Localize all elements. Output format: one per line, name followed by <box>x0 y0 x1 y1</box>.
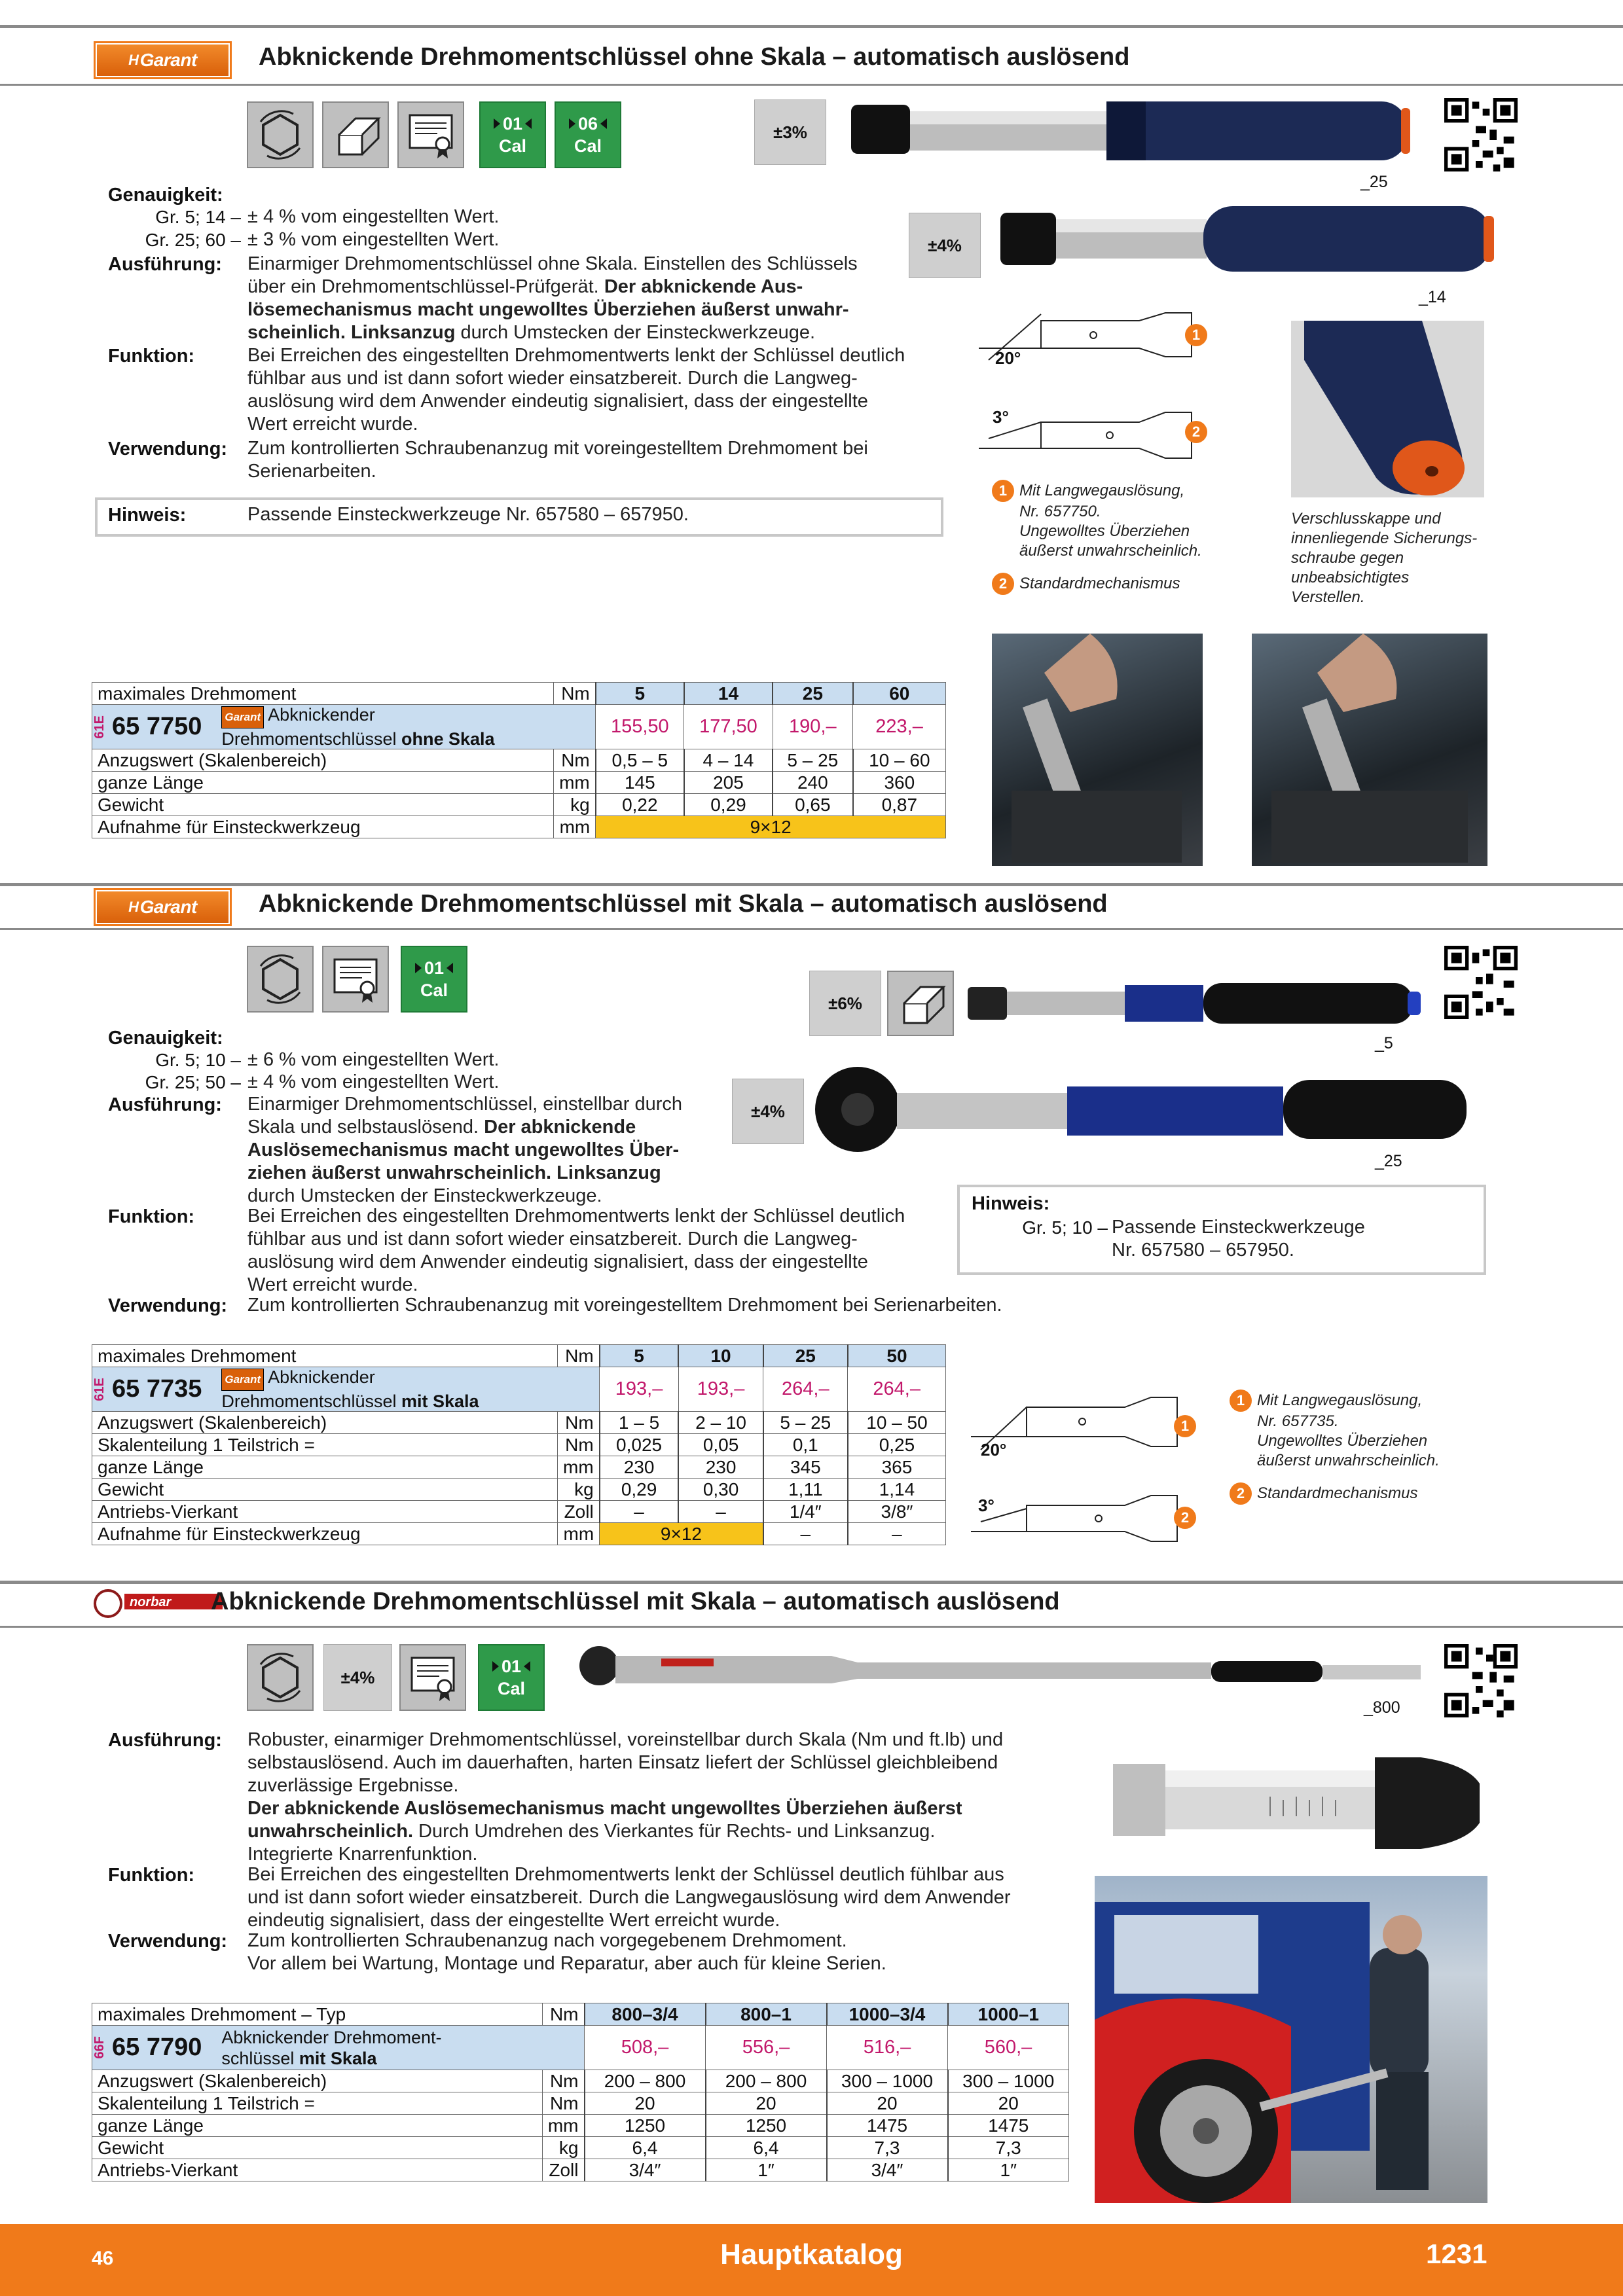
certificate-icon <box>322 946 389 1013</box>
catalog-page-number: 1231 <box>1426 2238 1487 2269</box>
accuracy-badge: ±4% <box>323 1644 392 1711</box>
caption-1: 1 Mit Langwegauslösung, Nr. 657735. Ungewolltes Überziehen äußerst unwahrscheinlich. <box>1230 1390 1518 1471</box>
accuracy-badge: ±6% <box>809 971 881 1036</box>
angle-label: 3° <box>993 407 1009 427</box>
size-label: _800 <box>1364 1698 1400 1717</box>
square-drive-icon <box>322 101 389 168</box>
label-ausfuehrung: Ausführung: <box>108 1730 222 1751</box>
angle-label: 20° <box>995 348 1021 368</box>
calibration-badge-01: 01 Cal <box>401 946 467 1013</box>
article-row[interactable]: 61E 65 7735 Garant Abknickender Drehmomentschlüssel mit Skala <box>92 1367 600 1412</box>
scale-closeup-image <box>1113 1744 1480 1856</box>
usage-photo <box>1252 634 1487 866</box>
page-footer <box>0 2224 1623 2296</box>
verwendung-text: Zum kontrollierten Schraubenanzug nach vorgegebenem Drehmoment. Vor allem bei Wartung, Montage und Reparatur, aber auch für kleine Serien. <box>247 1930 886 1974</box>
price[interactable]: 508,– <box>585 2026 706 2070</box>
gen-label-2: Gr. 25; 50 – <box>145 1072 241 1092</box>
calibration-badge-01: 01 Cal <box>479 101 546 168</box>
ausfuehrung-text: Einarmiger Drehmomentschlüssel ohne Skala. Einstellen des Schlüssels über ein Drehmomentschlüssel-Prüfgerät. Der abknickende Aus- lösemechanismus macht ungewolltes Überziehen äußerst unwahr- scheinlich. Linksanzug durch Umstecken der Einsteckwerkzeuge. <box>247 253 858 343</box>
label-hinweis: Hinweis: <box>972 1193 1050 1214</box>
gen-value-2: ± 3 % vom eingestellten Wert. <box>247 229 500 250</box>
spec-table: maximales Drehmoment Nm 5 14 25 60 61E 65 7750 Garant Abknickender Drehmomentschlüssel ohne Skala 155,50 177,50 190,– 223,– Anzugswert (Skalenbereich) Nm 0,5 – 5 4 – 14 5 – 25 10 – 60 ganze Länge mm 145 205 240 360 Gewicht kg 0,22 0,29 0,65 0,87 Aufnahme für Einsteckwerkzeug mm 9×12 <box>92 682 946 838</box>
accuracy-badge: ±4% <box>909 213 981 278</box>
page-number: 46 <box>92 2248 114 2269</box>
size-label: _5 <box>1375 1034 1393 1052</box>
section-divider <box>0 84 1623 86</box>
price[interactable]: 177,50 <box>684 705 773 749</box>
mechanism-diagram <box>976 308 1250 471</box>
marker-2: 2 <box>1174 1507 1196 1529</box>
hexagon-icon <box>247 1644 314 1711</box>
label-genauigkeit: Genauigkeit: <box>108 185 223 206</box>
spec-table: maximales Drehmoment – Typ Nm 800–3/4 800–1 1000–3/4 1000–1 66F 65 7790 Abknickender Drehmoment- schlüssel mit Skala 508,– 556,– 516,– 560,– Anzugswert (Skalenbereich) Nm 200 – 800 200 – 800 300 – 1000 300 – 1000 Skalenteilung 1 Teilstrich = Nm 20 20 20 20 ganze Länge mm 1250 1250 1475 1475 Gewicht kg 6,4 6,4 7,3 7,3 Antriebs-Vierkant Zoll 3/4″ 1″ 3/4″ 1″ <box>92 2003 1069 2181</box>
qr-code-icon[interactable] <box>1444 946 1518 1019</box>
label-genauigkeit: Genauigkeit: <box>108 1028 223 1049</box>
hinweis-text: Passende Einsteckwerkzeuge Nr. 657580 – 657950. <box>247 504 689 525</box>
size-label: _25 <box>1360 173 1388 191</box>
price[interactable]: 193,– <box>600 1367 679 1412</box>
gen-value-1: ± 4 % vom eingestellten Wert. <box>247 206 500 227</box>
size-label: _14 <box>1419 288 1446 306</box>
torque-wrench-image <box>962 975 1427 1031</box>
garant-logo: H Garant <box>96 43 230 77</box>
norbar-logo <box>92 1587 229 1620</box>
table-header: maximales Drehmoment – Typ <box>92 2003 543 2026</box>
certificate-icon <box>399 1644 466 1711</box>
section-divider <box>0 25 1623 28</box>
marker-1: 1 <box>1185 324 1207 346</box>
table-header: maximales Drehmoment <box>92 1345 558 1367</box>
section-divider <box>0 1581 1623 1584</box>
label-funktion: Funktion: <box>108 1865 195 1886</box>
gen-label-2: Gr. 25; 60 – <box>145 230 241 250</box>
catalog-title: Hauptkatalog <box>720 2238 903 2270</box>
funktion-text: Bei Erreichen des eingestellten Drehmomentwerts lenkt der Schlüssel deutlich fühlbar aus und ist dann sofort wieder einsatzbereit. Durch die Langweg- auslösung wird dem Anwender eindeutig signalisiert, dass der eingestellte Wert erreicht wurde. <box>247 1206 905 1295</box>
ausfuehrung-text: Robuster, einarmiger Drehmomentschlüssel, voreinstellbar durch Skala (Nm und ft.lb) und selbstauslösend. Auch im dauerhaften, harten Einsatz liefert der Schlüssel gleichbleibend zuverlässige Ergebnisse. Der abknickende Auslösemechanismus macht ungewolltes Überziehen äußerst unwahrscheinlich. Durch Umdrehen des Vierkantes für Rechts- und Linksanzug. Integrierte Knarrenfunktion. <box>247 1729 1004 1865</box>
table-header: maximales Drehmoment <box>92 683 554 705</box>
torque-wrench-image <box>570 1643 1427 1702</box>
caption-3: Verschlusskappe und innenliegende Sicherungs- schraube gegen unbeabsichtigtes Verstellen. <box>1291 510 1478 606</box>
article-row[interactable]: 61E 65 7750 Garant Abknickender Drehmomentschlüssel ohne Skala <box>92 705 596 749</box>
verwendung-text: Zum kontrollierten Schraubenanzug mit voreingestelltem Drehmoment bei Serienarbeiten. <box>247 1295 1002 1316</box>
label-verwendung: Verwendung: <box>108 1931 228 1952</box>
marker-1: 1 <box>1174 1415 1196 1437</box>
gen-value-1: ± 6 % vom eingestellten Wert. <box>247 1049 500 1070</box>
angle-label: 3° <box>978 1496 994 1515</box>
torque-wrench-image <box>994 196 1498 285</box>
price[interactable]: 560,– <box>948 2026 1069 2070</box>
section-divider <box>0 883 1623 886</box>
gen-value-2: ± 4 % vom eingestellten Wert. <box>247 1071 500 1092</box>
label-funktion: Funktion: <box>108 346 195 367</box>
accuracy-badge: ±4% <box>732 1079 804 1144</box>
section-title: Abknickende Drehmomentschlüssel mit Skala – automatisch auslösend <box>259 890 1108 918</box>
funktion-text: Bei Erreichen des eingestellten Drehmomentwerts lenkt der Schlüssel deutlich fühlbar aus und ist dann sofort wieder einsatzbereit. Durch die Langweg- auslösung wird dem Anwender eindeutig signalisiert, dass der eingestellte Wert erreicht wurde. <box>247 345 905 435</box>
label-verwendung: Verwendung: <box>108 1295 228 1316</box>
caption-2: 2 Standardmechanismus <box>992 573 1180 595</box>
label-ausfuehrung: Ausführung: <box>108 1094 222 1115</box>
calibration-badge-01: 01 Cal <box>478 1644 545 1711</box>
gen-label-1: Gr. 5; 14 – <box>155 207 241 227</box>
svg-text:norbar: norbar <box>130 1595 172 1609</box>
section-divider <box>0 1626 1623 1628</box>
spec-table: maximales Drehmoment Nm 5 10 25 50 61E 65 7735 Garant Abknickender Drehmomentschlüssel mit Skala 193,– 193,– 264,– 264,– Anzugswert (Skalenbereich) Nm 1 – 5 2 – 10 5 – 25 10 – 50 Skalenteilung 1 Teilstrich = Nm 0,025 0,05 0,1 0,25 ganze Länge mm 230 230 345 365 Gewicht kg 0,29 0,30 1,11 1,14 Antriebs-Vierkant Zoll – – 1/4″ 3/8″ Aufnahme für Einsteckwerkzeug mm 9×12 – – <box>92 1344 946 1545</box>
label-verwendung: Verwendung: <box>108 439 228 459</box>
accuracy-badge: ±3% <box>754 99 826 165</box>
gen-label-1: Gr. 5; 10 – <box>155 1050 241 1070</box>
cap-closeup-photo <box>1291 321 1484 497</box>
price[interactable]: 264,– <box>848 1367 946 1412</box>
ausfuehrung-text: Einarmiger Drehmomentschlüssel, einstellbar durch Skala und selbstauslösend. Der abknickende Auslösemechanismus macht ungewolltes Über- ziehen äußerst unwahrscheinlich. Linksanzug durch Umstecken der Einsteckwerkzeuge. <box>247 1094 683 1206</box>
certificate-icon <box>397 101 464 168</box>
square-drive-icon <box>887 971 954 1036</box>
price[interactable]: 155,50 <box>596 705 684 749</box>
label-funktion: Funktion: <box>108 1206 195 1227</box>
hexagon-icon <box>247 101 314 168</box>
usage-photo <box>992 634 1203 866</box>
verwendung-text: Zum kontrollierten Schraubenanzug mit voreingestelltem Drehmoment bei Serienarbeiten. <box>247 438 868 482</box>
torque-wrench-image <box>812 1060 1473 1158</box>
section-title: Abknickende Drehmomentschlüssel ohne Skala – automatisch auslösend <box>259 43 1130 71</box>
price[interactable]: 556,– <box>706 2026 827 2070</box>
caption-2: 2 Standardmechanismus <box>1230 1482 1417 1505</box>
price[interactable]: 190,– <box>773 705 853 749</box>
torque-wrench-image <box>845 92 1414 170</box>
size-label: _25 <box>1375 1152 1402 1170</box>
hinweis-gr: Gr. 5; 10 – <box>1022 1217 1108 1238</box>
section-title: Abknickende Drehmomentschlüssel mit Skala – automatisch auslösend <box>211 1588 1060 1615</box>
garant-logo: H Garant <box>96 890 230 924</box>
price[interactable]: 223,– <box>853 705 946 749</box>
qr-code-icon[interactable] <box>1444 1644 1518 1717</box>
article-row[interactable]: 66F 65 7790 Abknickender Drehmoment- schlüssel mit Skala <box>92 2026 585 2070</box>
qr-code-icon[interactable] <box>1444 98 1518 171</box>
marker-2: 2 <box>1185 421 1207 443</box>
price[interactable]: 193,– <box>678 1367 763 1412</box>
label-ausfuehrung: Ausführung: <box>108 254 222 275</box>
hexagon-icon <box>247 946 314 1013</box>
label-hinweis: Hinweis: <box>108 505 187 526</box>
price[interactable]: 516,– <box>827 2026 948 2070</box>
caption-1: 1 Mit Langwegauslösung, Nr. 657750. Ungewolltes Überziehen äußerst unwahrscheinlich. <box>992 480 1280 561</box>
truck-usage-photo <box>1095 1876 1487 2203</box>
hinweis-text: Passende Einsteckwerkzeuge Nr. 657580 – 657950. <box>1112 1217 1365 1261</box>
calibration-badge-06: 06 Cal <box>555 101 621 168</box>
section-divider <box>0 928 1623 930</box>
price[interactable]: 264,– <box>763 1367 848 1412</box>
angle-label: 20° <box>981 1440 1007 1460</box>
funktion-text: Bei Erreichen des eingestellten Drehmomentwerts lenkt der Schlüssel deutlich fühlbar aus und ist dann sofort wieder einsatzbereit. Durch die Langwegauslösung wird dem Anwender eindeutig signalisiert, dass der eingestellte Wert erreicht wurde. <box>247 1864 1011 1931</box>
